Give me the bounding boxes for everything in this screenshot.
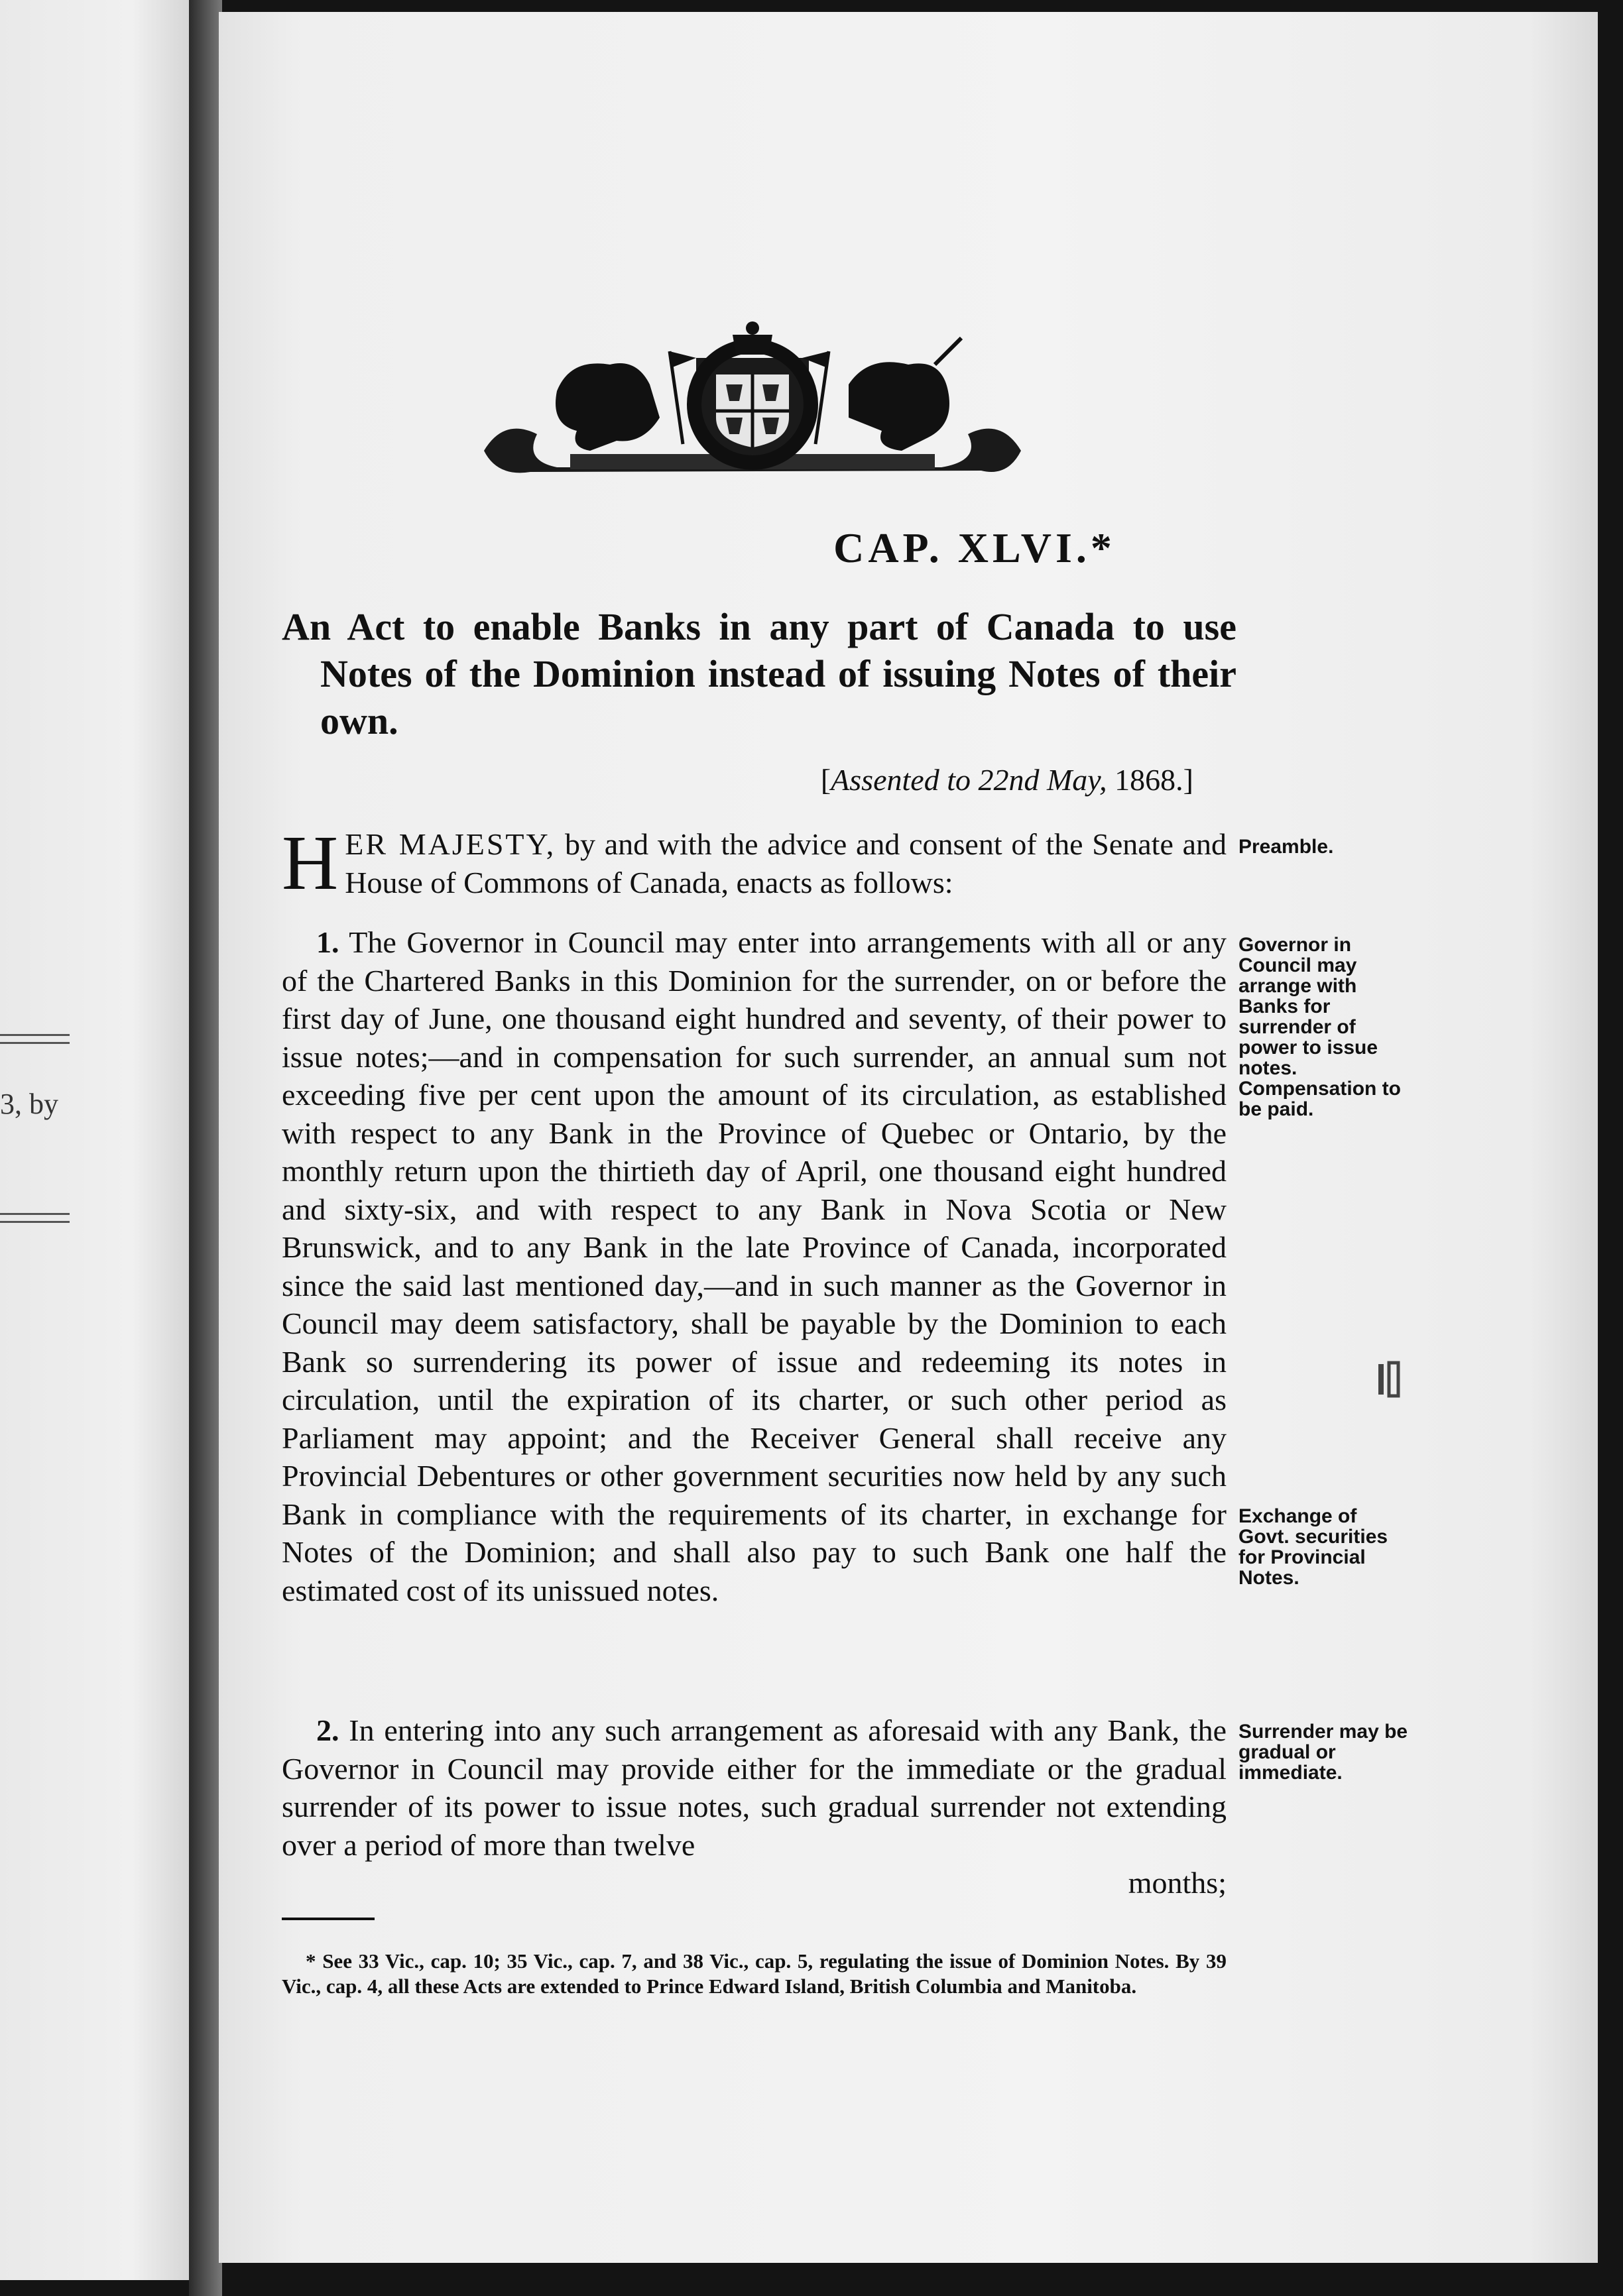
marginal-note-preamble: Preamble. [1238,836,1334,858]
drop-cap: H [282,819,339,906]
stray-mark-icon [1376,1359,1404,1400]
marginal-note-exchange: Exchange of Govt. securities for Provincial Notes. [1238,1505,1388,1589]
section-2 [282,1711,1227,1902]
assent-italic: Assented to 22nd May, [831,763,1107,797]
section-2-last-word: months; [1128,1866,1227,1900]
assent-year: 1868.] [1107,763,1193,797]
section-number: 2. [316,1713,339,1747]
footnote: * See 33 Vic., cap. 10; 35 Vic., cap. 7, and 38 Vic., cap. 5, regulating the issue of Dominion Notes. By 39 Vic., cap. 4, all these Acts are extended to Prince Edward Island, British Columbia and Manitoba. [282,1949,1227,1998]
left-page-rule [0,1042,70,1044]
preamble-paragraph [282,819,1227,906]
chapter-heading: CAP. XLVI.* [833,524,1116,571]
preamble-text: by and with the advice and consent of the Senate and House of Commons of Canada, enacts as follows: [345,827,1227,899]
royal-coat-of-arms [477,318,1028,484]
marginal-note-governor: Governor in Council may arrange with Banks for surrender of power to issue notes. Compensation to be paid. [1238,934,1401,1120]
left-page-rule [0,1034,70,1036]
section-number: 1. [316,925,339,959]
book-gutter [189,0,222,2296]
left-page-edge [0,0,189,2280]
act-title: An Act to enable Banks in any part of Canada to use Notes of the Dominion instead of issuing Notes of their own. [282,605,1236,742]
assent-open: [ [820,763,831,797]
left-page-rule [0,1213,70,1215]
marginal-note-surrender: Surrender may be gradual or immediate. [1238,1721,1408,1784]
assent-date [821,762,1193,797]
section-text: The Governor in Council may enter into arrangements with all or any of the Chartered Banks in this Dominion for the surrender, on or before the first day of June, one thousand eight hundred and seventy, of their power to issue notes;—and in compensation for such surrender, an annual sum not exceeding five per cent upon the amount of its circulation, as established with respect to any Bank in the Province of Quebec or Ontario, by the monthly return upon the thirtieth day of April, one thousand eight hundred and sixty-six, and with respect to any Bank in Nova Scotia or New Brunswick, and to any Bank in the late Province of Canada, incorporated since the said last mentioned day,—and in such manner as the Governor in Council may deem satisfactory, shall be payable by the Dominion to each Bank so surrendering its power of issue and redeeming its notes in circulation, until the expiration of its charter, or such other period as Parliament may appoint; and the Receiver General shall receive any Provincial Debentures or other government securities now held by any such Bank in compliance with the requirements of its charter, in exchange for Notes of the Dominion; and shall also pay to such Bank one half the estimated cost of its unissued notes. [282,925,1227,1607]
section-1 [282,923,1227,1609]
left-page-fragment: 3, by [0,1088,58,1120]
section-text: In entering into any such arrangement as aforesaid with any Bank, the Governor in Council may provide either for the immediate or the gradual surrender of its power to issue notes, such gradual surrender not extending over a period of more than twelve [282,1713,1227,1862]
footnote-rule [282,1918,375,1920]
preamble-lead: ER MAJESTY, [345,827,556,861]
left-page-rule [0,1221,70,1223]
